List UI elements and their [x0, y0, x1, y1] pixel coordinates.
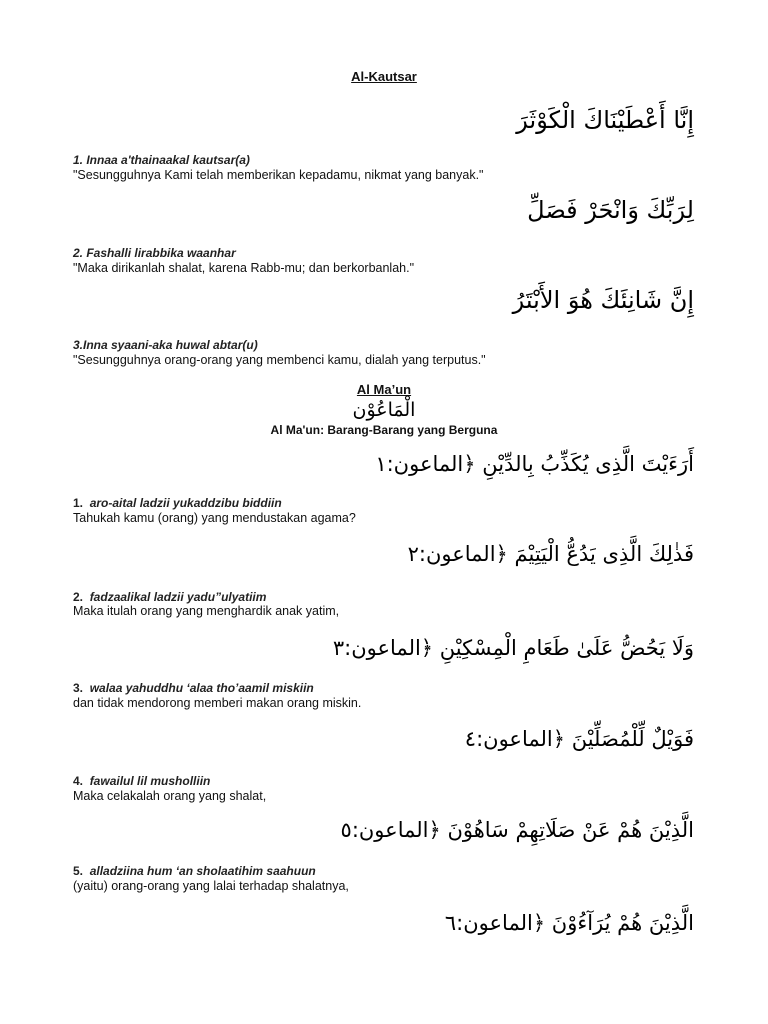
maun-arabic-verse-6: الَّذِيْنَ هُمْ يُرَآءُوْنَ ﴿الماعون:٦: [444, 911, 694, 935]
maun-transliteration-5: [73, 864, 316, 878]
transliteration-text: walaa yahuddhu ‘alaa tho’aamil miskiin: [89, 681, 314, 695]
maun-arabic-verse-1: أَرَءَيْتَ الَّذِى يُكَذِّبُ بِالدِّيْنِ ﴿الماعون:١: [375, 452, 694, 476]
transliteration-1: 1. Innaa a'thainaakal kautsar(a): [73, 153, 250, 167]
verse-number: 1.: [73, 496, 84, 510]
maun-arabic-verse-2: فَذٰلِكَ الَّذِى يَدُعُّ الْيَتِيْمَ ﴿الماعون:٢: [407, 542, 694, 566]
arabic-verse-3: إِنَّ شَانِئَكَ هُوَ الأَبْتَرُ: [512, 286, 694, 314]
maun-meaning-1: Tahukah kamu (orang) yang mendustakan agama?: [73, 511, 356, 525]
verse-number: 5.: [73, 864, 84, 878]
arabic-verse-2: لِرَبِّكَ وَانْحَرْ فَصَلِّ: [527, 196, 694, 224]
maun-transliteration-2: [73, 590, 266, 604]
maun-transliteration-3: [73, 681, 314, 695]
transliteration-text: fadzaalikal ladzii yadu”ulyatiim: [89, 590, 267, 604]
maun-meaning-5: (yaitu) orang-orang yang lalai terhadap shalatnya,: [73, 879, 349, 893]
maun-transliteration-1: [73, 496, 282, 510]
surah-title-maun: Al Ma’un: [356, 382, 412, 397]
transliteration-3: 3.Inna syaani-aka huwal abtar(u): [73, 338, 258, 352]
surah-title-kautsar: Al-Kautsar: [351, 69, 417, 84]
arabic-verse-1: إِنَّا أَعْطَيْنَاكَ الْكَوْثَرَ: [516, 106, 694, 134]
meaning-3: "Sesungguhnya orang-orang yang membenci kamu, dialah yang terputus.": [73, 353, 486, 367]
maun-arabic-verse-3: وَلَا يَحُضُّ عَلَىٰ طَعَامِ الْمِسْكِيْنِ ﴿الماعون:٣: [332, 636, 694, 660]
maun-meaning-4: Maka celakalah orang yang shalat,: [73, 789, 267, 803]
verse-number: 3.: [73, 681, 84, 695]
verse-number: 2.: [73, 590, 84, 604]
surah-title-maun-arabic: الْمَاعُوْن: [352, 399, 416, 421]
meaning-1: "Sesungguhnya Kami telah memberikan kepadamu, nikmat yang banyak.": [73, 168, 484, 182]
maun-meaning-3: dan tidak mendorong memberi makan orang miskin.: [73, 696, 362, 710]
surah-subtitle-maun: Al Ma'un: Barang-Barang yang Berguna: [270, 423, 498, 437]
meaning-2: "Maka dirikanlah shalat, karena Rabb-mu; dan berkorbanlah.": [73, 261, 415, 275]
transliteration-text: alladziina hum ‘an sholaatihim saahuun: [89, 864, 316, 878]
transliteration-2: 2. Fashalli lirabbika waanhar: [73, 246, 236, 260]
transliteration-text: fawailul lil musholliin: [89, 774, 211, 788]
verse-number: 4.: [73, 774, 84, 788]
maun-transliteration-4: [73, 774, 210, 788]
maun-arabic-verse-4: فَوَيْلٌ لِّلْمُصَلِّيْنَ ﴿الماعون:٤: [464, 727, 694, 751]
maun-meaning-2: Maka itulah orang yang menghardik anak yatim,: [73, 604, 340, 618]
transliteration-text: aro-aital ladzii yukaddzibu biddiin: [89, 496, 282, 510]
maun-arabic-verse-5: الَّذِيْنَ هُمْ عَنْ صَلَاتِهِمْ سَاهُوْنَ ﴿الماعون:٥: [340, 818, 694, 842]
